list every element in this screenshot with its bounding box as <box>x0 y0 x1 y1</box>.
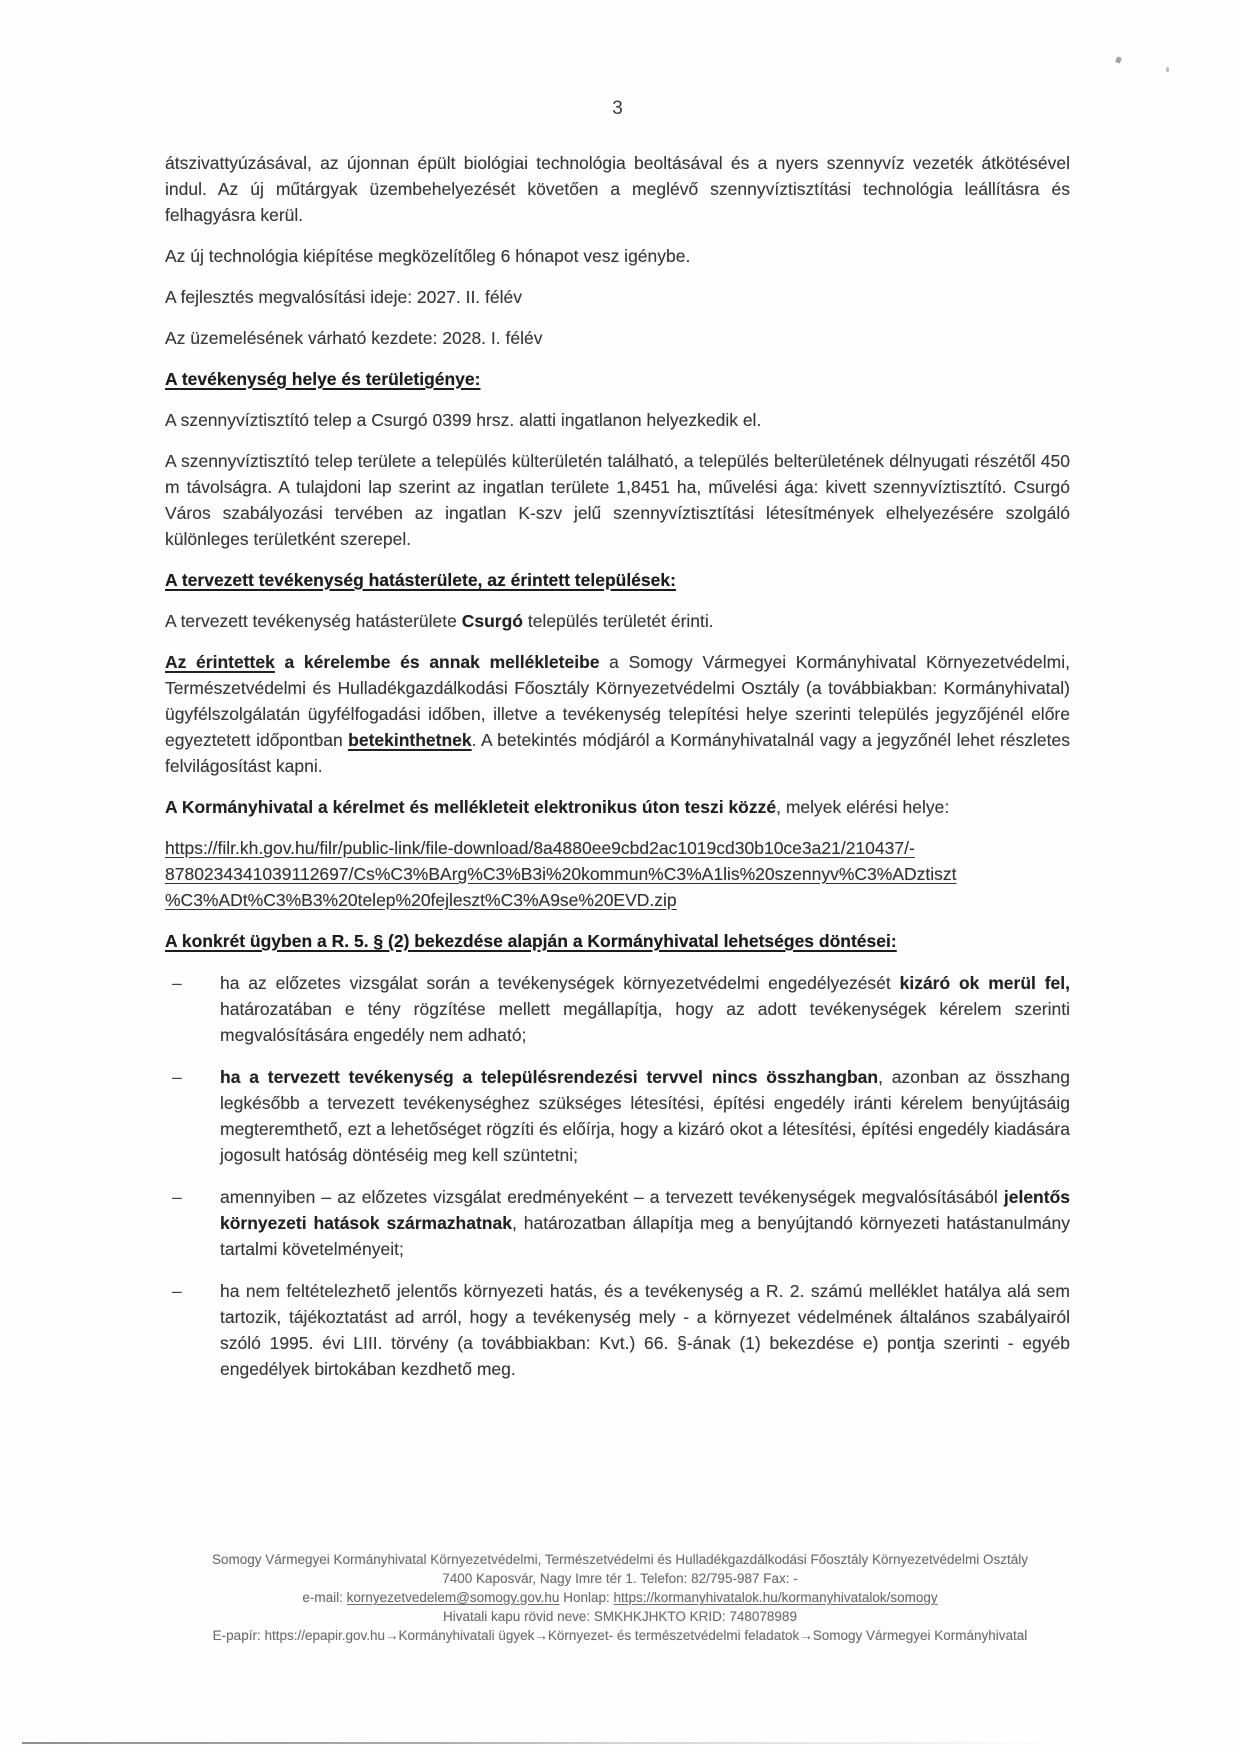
footer-contact-line <box>0 1588 1240 1607</box>
section-heading-decisions: A konkrét ügyben a R. 5. § (2) bekezdése alapján a Kormányhivatal lehetséges döntései: <box>165 931 897 951</box>
decision-bold: jelentős környezeti hatások származhatnak <box>220 1187 1070 1233</box>
decision-item <box>165 1064 1070 1168</box>
stakeholders-subject: a kérelembe és annak mellékleteibe <box>274 652 600 672</box>
decision-post: , azonban az összhang legkésőbb a tervezett tevékenységhez szükséges létesítési, építési engedély iránti kérelem benyújtásáig megteremthető, ezt a lehetőséget rögzíti és előírja, hogy a kizáró okot a létesítési, építési engedély kiadására jogosult hatóság döntéséig meg kell szüntetni; <box>220 1067 1070 1165</box>
paragraph-implementation-date: A fejlesztés megvalósítási ideje: 2027. II. félév <box>165 287 522 307</box>
paragraph-site-parcel: A szennyvíztisztító telep a Csurgó 0399 hrsz. alatti ingatlanon helyezkedik el. <box>165 410 762 430</box>
paragraph-duration: Az új technológia kiépítése megközelítőleg 6 hónapot vesz igénybe. <box>165 246 691 266</box>
publication-bold: A Kormányhivatal a kérelmet és mellékleteit elektronikus úton teszi közzé <box>165 797 777 817</box>
document-footer <box>0 1550 1240 1645</box>
paragraph-site-area: A szennyvíztisztító telep területe a település külterületén található, a település belterületének délnyugati részétől 450 m távolságra. A tulajdoni lap szerint az ingatlan területe 1,8451 ha, művelési ága: kivett szennyvíztisztító. Csurgó Város szabályozási tervében az ingatlan K-szv jelű szennyvíztisztítási létesítmények elhelyezésére szolgáló különleges területként szerepel. <box>165 451 1070 549</box>
footer-email-label: e-mail: <box>302 1590 347 1605</box>
file-download-link-line-3[interactable]: %C3%ADt%C3%B3%20telep%20fejleszt%C3%A9se%20EVD.zip <box>165 890 677 910</box>
bullet-dash-icon: – <box>172 973 182 993</box>
impact-pre: A tervezett tevékenység hatásterülete <box>165 611 462 631</box>
scan-artifact-speck <box>1115 56 1122 63</box>
footer-epapir: E-papír: https://epapir.gov.hu→Kormányhivatali ügyek→Környezet- és természetvédelmi feladatok→Somogy Vármegyei Kormányhivatal <box>212 1628 1028 1643</box>
decision-post: , határozatban állapítja meg a benyújtandó környezeti hatástanulmány tartalmi követelményeit; <box>220 1213 1070 1259</box>
paragraph-operation-start: Az üzemelésének várható kezdete: 2028. I. félév <box>165 328 543 348</box>
decision-list <box>165 970 1070 1382</box>
section-heading-impact: A tervezett tevékenység hatásterülete, az érintett települések: <box>165 570 676 590</box>
paragraph-intro: átszivattyúzásával, az újonnan épült biológiai technológia beoltásával és a nyers szennyvíz vezeték átkötésével indul. Az új műtárgyak üzembehelyezését követően a meglévő szennyvíztisztítási technológia leállításra és felhagyásra kerül. <box>165 153 1070 225</box>
impact-post: település területét érinti. <box>522 611 714 631</box>
decision-item <box>165 970 1070 1048</box>
decision-text <box>220 1278 1070 1382</box>
decision-pre: amennyiben – az előzetes vizsgálat eredményeként – a tervezett tevékenységek megvalósításából <box>220 1187 1004 1207</box>
stakeholders-tail: . A betekintés módjáról a Kormányhivatalnál vagy a jegyzőnél lehet részletes felvilágosítást kapni. <box>165 730 1070 776</box>
bullet-dash-icon: – <box>172 1281 182 1301</box>
stakeholders-term: Az érintettek <box>165 652 275 672</box>
paragraph-stakeholders <box>165 649 1070 779</box>
decision-item <box>165 1278 1070 1382</box>
decision-post: határozatában e tény rögzítése mellett megállapítja, hogy az adott tevékenységek kérelem szerinti megvalósítására engedély nem adható; <box>220 999 1070 1045</box>
footer-office-name: Somogy Vármegyei Kormányhivatal Környezetvédelmi, Természetvédelmi és Hulladékgazdálkodási Főosztály Környezetvédelmi Osztály <box>211 1552 1029 1567</box>
decision-pre: ha nem feltételezhető jelentős környezeti hatás, és a tevékenység a R. 2. számú melléklet hatálya alá sem tartozik, tájékoztatást ad arról, hogy a tevékenység mely - a környezet védelmének általános szabályairól szóló 1995. évi LIII. törvény (a továbbiakban: Kvt.) 66. §-ának (1) bekezdése e) pontja szerinti - egyéb engedélyek birtokában kezdhető meg. <box>220 1281 1070 1379</box>
decision-text <box>220 1184 1070 1262</box>
footer-hivatali-kapu: Hivatali kapu rövid neve: SMKHKJHKTO KRID: 748078989 <box>443 1609 797 1624</box>
bullet-dash-icon: – <box>172 1067 182 1087</box>
file-download-link-line-1[interactable]: https://filr.kh.gov.hu/filr/public-link/file-download/8a4880ee9cbd2ac1019cd30b10ce3a21/210437/- <box>165 838 915 858</box>
footer-email-link[interactable]: kornyezetvedelem@somogy.gov.hu <box>346 1590 560 1605</box>
page-number: 3 <box>612 98 623 119</box>
scan-edge-line <box>22 1742 1062 1744</box>
impact-settlement: Csurgó <box>461 611 523 631</box>
decision-item <box>165 1184 1070 1262</box>
file-download-link[interactable] <box>165 835 1070 913</box>
footer-homepage-label: Honlap: <box>559 1590 614 1605</box>
bullet-dash-icon: – <box>172 1187 182 1207</box>
decision-bold: ha a tervezett tevékenység a településrendezési tervvel nincs összhangban <box>220 1067 879 1087</box>
paragraph-publication <box>165 794 1070 820</box>
publication-rest: , melyek elérési helye: <box>776 797 950 817</box>
file-download-link-line-2[interactable]: 8780234341039112697/Cs%C3%BArg%C3%B3i%20kommun%C3%A1lis%20szennyv%C3%ADztiszt <box>165 864 957 884</box>
footer-homepage-link[interactable]: https://kormanyhivatalok.hu/kormanyhivatalok/somogy <box>613 1590 938 1605</box>
stakeholders-verb: betekinthetnek <box>348 730 472 750</box>
stakeholders-text: a Somogy Vármegyei Kormányhivatal Környezetvédelmi, Természetvédelmi és Hulladékgazdálkodási Főosztály Környezetvédelmi Osztály (a továbbiakban: Kormányhivatal) ügyfélszolgálatán ügyfélfogadási időben, illetve a tevékenység telepítési helye szerinti település jegyzőjénél előre egyeztetett időpontban <box>165 652 1071 750</box>
scan-artifact-speck <box>1166 67 1169 72</box>
decision-text <box>220 1064 1070 1168</box>
decision-bold: kizáró ok merül fel, <box>899 973 1070 993</box>
paragraph-impact-area <box>165 608 1070 634</box>
footer-address-phone: 7400 Kaposvár, Nagy Imre tér 1. Telefon: 82/795-987 Fax: - <box>442 1571 798 1586</box>
document-body <box>165 96 1070 1398</box>
decision-pre: ha az előzetes vizsgálat során a tevékenységek környezetvédelmi engedélyezését <box>220 973 900 993</box>
decision-text <box>220 970 1070 1048</box>
section-heading-location: A tevékenység helye és területigénye: <box>165 369 481 389</box>
